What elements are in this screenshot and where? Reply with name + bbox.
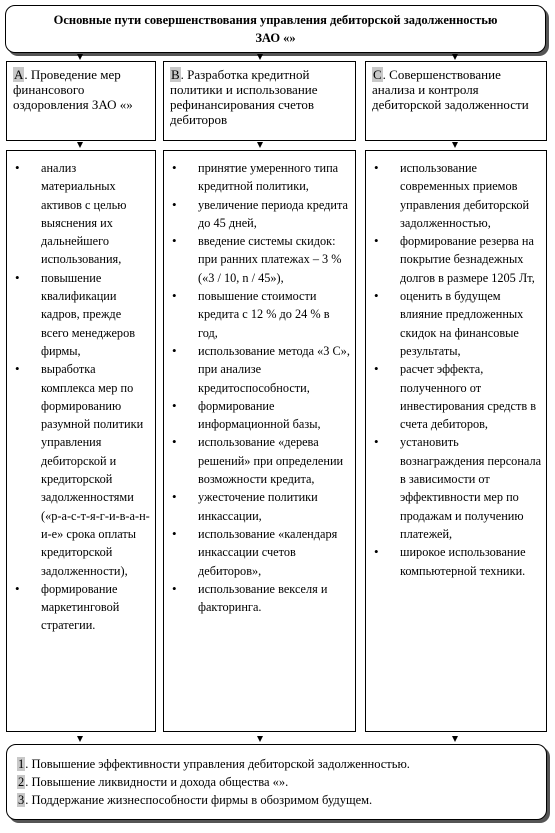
- column-c-body: [365, 150, 547, 732]
- bullet-icon: •: [374, 233, 379, 249]
- diagram-title: Основные пути совершенствования управления дебиторской задолженностью ЗАО «»: [53, 13, 498, 45]
- list-item: • оценить в будущем влияние предложенных скидок на финансовые результаты,: [374, 288, 524, 358]
- arrow-col-b-to-results: [257, 736, 263, 742]
- column-a-list: [11, 159, 151, 635]
- bullet-icon: •: [172, 489, 177, 505]
- bullet-icon: •: [15, 580, 20, 596]
- arrow-to-col-c: [452, 54, 458, 60]
- arrow-col-c-to-results: [452, 736, 458, 742]
- column-c-list: [370, 159, 542, 580]
- list-item: • увеличение периода кредита до 45 дней,: [172, 196, 348, 230]
- list-item: • использование метода «3 С», при анализе кредитоспособности,: [172, 342, 350, 395]
- bullet-icon: •: [172, 160, 177, 175]
- column-b-title: . Разработка кредитной политики и использование рефинансирования счетов дебиторов: [170, 67, 318, 127]
- bullet-icon: •: [374, 160, 379, 175]
- list-item: • формирование маркетинговой стратегии.: [15, 580, 120, 633]
- list-item: • формирование информационной базы,: [172, 397, 321, 432]
- arrow-col-a-to-results: [77, 736, 83, 742]
- list-item: • введение системы скидок: при ранних платежах – 3 % («3 / 10, n / 45»),: [172, 233, 342, 285]
- bullet-icon: •: [172, 397, 177, 413]
- column-c-title: . Совершенствование анализа и контроля дебиторской задолженности: [372, 67, 529, 112]
- arrow-to-col-a: [77, 54, 83, 60]
- bullet-icon: •: [15, 269, 20, 285]
- column-c-letter: С: [373, 67, 382, 82]
- bullet-icon: •: [172, 233, 177, 249]
- list-item: • использование векселя и факторинга.: [172, 580, 328, 615]
- column-b-header: [163, 61, 356, 141]
- bullet-icon: •: [15, 160, 20, 175]
- list-item: • выработка комплекса мер по формированию разумной политики управления дебиторской и кредиторской задолженностями («р-а-с-т-я-г-и-в-а-н-и-е» срока оплаты кредиторской задолженности),: [15, 361, 150, 578]
- bullet-icon: •: [172, 288, 177, 304]
- arrow-col-a-header-to-body: [77, 142, 83, 148]
- column-a-letter: А: [14, 67, 24, 82]
- list-item: • использование «дерева решений» при определении возможности кредита,: [172, 434, 344, 487]
- arrow-col-c-header-to-body: [452, 142, 458, 148]
- list-item: • повышение квалификации кадров, прежде всего менеджеров фирмы,: [15, 269, 136, 358]
- result-item: 1. Повышение эффективности управления дебиторской задолженностью.: [18, 757, 410, 771]
- bullet-icon: •: [172, 342, 177, 358]
- bullet-icon: •: [172, 196, 177, 212]
- column-a-body: [6, 150, 156, 732]
- results-list: [7, 745, 546, 809]
- bullet-icon: •: [172, 434, 177, 450]
- bullet-icon: •: [172, 525, 177, 541]
- list-item: • широкое использование компьютерной техники.: [374, 544, 526, 578]
- list-item: • использование современных приемов управления дебиторской задолженностью,: [374, 160, 530, 230]
- column-b-letter: В: [171, 67, 180, 82]
- bullet-icon: •: [374, 361, 379, 377]
- bullet-icon: •: [374, 544, 379, 560]
- column-c-header: [365, 61, 547, 141]
- arrow-to-col-b: [257, 54, 263, 60]
- bullet-icon: •: [374, 288, 379, 304]
- list-item: • принятие умеренного типа кредитной политики,: [172, 160, 339, 194]
- bullet-icon: •: [172, 580, 177, 596]
- list-item: • повышение стоимости кредита с 12 % до 24 % в год,: [172, 288, 330, 340]
- column-a-header: [6, 61, 156, 141]
- list-item: • использование «календаря инкассации счетов дебиторов»,: [172, 525, 338, 578]
- column-b-list: [168, 159, 351, 616]
- list-item: • формирование резерва на покрытие безнадежных долгов в размере 1205 Лт,: [374, 233, 535, 285]
- list-item: • расчет эффекта, полученного от инвестирования средств в счета дебиторов,: [374, 361, 537, 432]
- results-box: [6, 744, 547, 820]
- column-b-body: [163, 150, 356, 732]
- list-item: • установить вознаграждения персонала в зависимости от эффективности мер по продажам и получению платежей,: [374, 434, 542, 541]
- column-a-title: . Проведение мер финансового оздоровления ЗАО «»: [13, 67, 133, 112]
- list-item: • анализ материальных активов с целью выяснения их дальнейшего использования,: [15, 160, 127, 267]
- diagram-title-box: [5, 5, 546, 53]
- result-item: 3. Поддержание жизнеспособности фирмы в обозримом будущем.: [18, 793, 373, 807]
- arrow-col-b-header-to-body: [257, 142, 263, 148]
- bullet-icon: •: [374, 434, 379, 450]
- bullet-icon: •: [15, 361, 20, 377]
- list-item: • ужесточение политики инкассации,: [172, 489, 318, 523]
- result-item: 2. Повышение ликвидности и дохода общества «».: [18, 775, 289, 789]
